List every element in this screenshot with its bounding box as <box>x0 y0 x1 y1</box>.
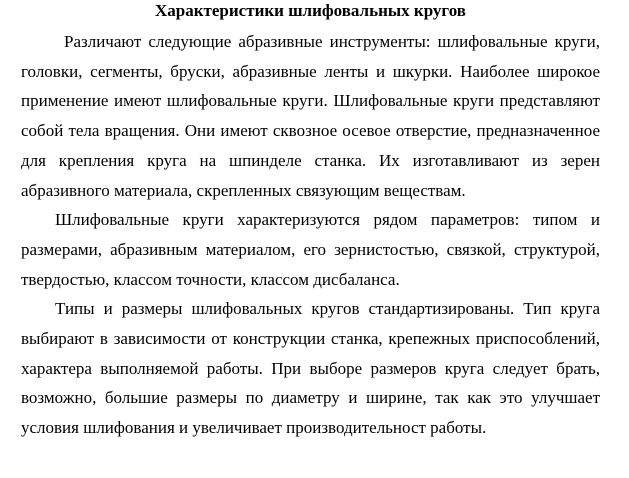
paragraph-abrasive-tools: Различают следующие абразивные инструменты: шлифовальные круги, головки, сегменты, бруски, абразивные ленты и шкурки. Наиболее широкое применение имеют шлифовальные круги. Шлифовальные круги представляют собой тела вращения. Они имеют сквозное осевое отверстие, предназначенное для крепления круга на шпинделе станка. Их изготавливают из зерен абразивного материала, скрепленных связующим веществам. <box>21 32 600 200</box>
paragraph-wheel-types-sizes: Типы и размеры шлифовальных кругов стандартизированы. Тип круга выбирают в зависимости от конструкции станка, крепежных приспособлений, характера выполняемой работы. При выборе размеров круга следует брать, возможно, большие размеры по диаметру и ширине, так как это улучшает условия шлифования и увеличивает производительност работы. <box>21 299 600 438</box>
document-title: Характеристики шлифовальных кругов <box>155 1 466 20</box>
paragraph-wheel-parameters: Шлифовальные круги характеризуются рядом параметров: типом и размерами, абразивным материалом, его зернистостью, связкой, структурой, твердостью, классом точности, классом дисбаланса. <box>21 210 600 289</box>
